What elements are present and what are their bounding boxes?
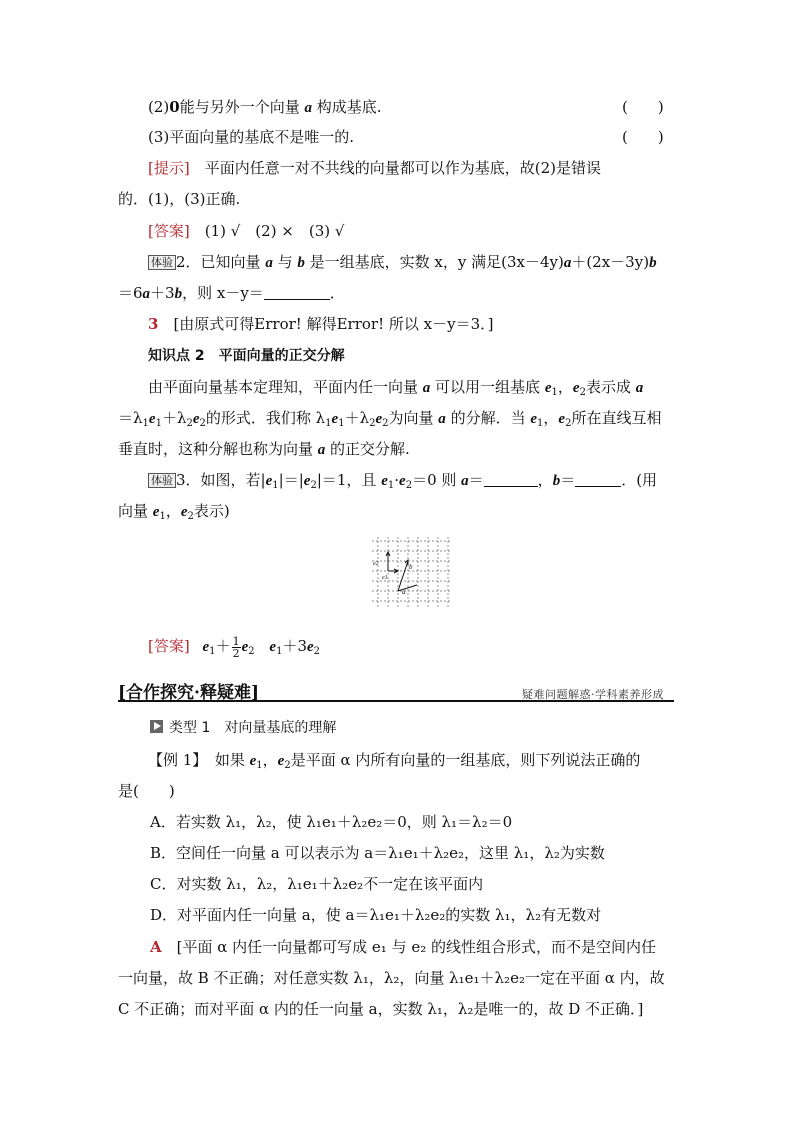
ex2-answer-value: 3 <box>148 315 159 333</box>
hint-text: 平面内任意一对不共线的向量都可以作为基底，故(2)是错误 <box>189 159 601 177</box>
sub: 2 <box>369 418 376 429</box>
type1-title: 类型 1 对向量基底的理解 <box>169 720 337 736</box>
vec-e: e <box>265 473 273 489</box>
vec-a: a <box>635 380 644 396</box>
sub: 1 <box>387 480 395 491</box>
example1-text: 如果 <box>199 751 250 769</box>
sub: 1 <box>276 646 283 657</box>
comma: ， <box>543 409 559 427</box>
vec-e: e <box>192 411 200 427</box>
k2-line1 <box>148 377 643 403</box>
sub: 2 <box>405 480 413 491</box>
label-b: b <box>409 563 413 571</box>
q2-number: (2) <box>148 98 170 116</box>
vec-e: e <box>152 504 160 520</box>
k2-plus: ＋λ <box>344 409 370 427</box>
label-e1: e1 <box>382 575 388 581</box>
vec-e: e <box>572 380 580 396</box>
vec-e: e <box>306 639 314 655</box>
vec-e: e <box>331 411 339 427</box>
grid-lines <box>372 537 450 607</box>
answer-blank[interactable] <box>264 285 330 300</box>
hint-line2: 的．(1)，(3)正确. <box>118 190 241 208</box>
ex3-line2 <box>118 501 230 527</box>
ex2-period: ． <box>329 284 345 302</box>
ex2-answer-text: [由原式可得Error! 解得Error! 所以 x－y＝3．] <box>158 315 494 333</box>
k2-text-i: 的正交分解. <box>325 440 410 458</box>
sub: 2 <box>579 387 586 398</box>
ex3-text-g: 表示) <box>193 502 230 520</box>
vec-a: a <box>317 442 326 458</box>
sub: 1 <box>537 418 544 429</box>
vec-e: e <box>558 411 566 427</box>
vec-b: b <box>552 473 561 489</box>
eq: ＝ <box>560 471 576 489</box>
solution-text-1: [平面 α 内任一向量都可写成 e₁ 与 e₂ 的线性组合形式，而不是空间内任 <box>161 938 657 956</box>
hint-line1 <box>148 158 601 178</box>
b-arrow <box>398 561 408 591</box>
q3-paren: ( ) <box>622 128 664 146</box>
k2-text-b: 可以用一组基底 <box>430 378 545 396</box>
section-divider <box>118 700 674 702</box>
sub: 2 <box>187 511 194 522</box>
k2-line2 <box>118 408 661 434</box>
vec-e: e <box>148 411 156 427</box>
section-title: [合作探究·释疑难] <box>118 683 260 703</box>
answer3-label: [答案] <box>148 637 190 655</box>
dot: · <box>394 471 400 489</box>
ex3-text-c: |＝1，且 <box>316 471 382 489</box>
vec-b: b <box>649 255 657 271</box>
ex2-answer <box>148 314 493 334</box>
answer1-line <box>148 221 344 241</box>
option-c[interactable]: C．对实数 λ₁，λ₂，λ₁e₁＋λ₂e₂不一定在该平面内 <box>150 875 484 893</box>
vec-a: a <box>142 286 151 302</box>
comma: ， <box>557 378 573 396</box>
ex2-and: 与 <box>272 253 298 271</box>
vec-e: e <box>277 753 285 769</box>
fraction-half <box>232 636 241 659</box>
k2-text-h: 垂直时，这种分解也称为向量 <box>118 440 318 458</box>
ex3-text-e: ．(用 <box>621 471 658 489</box>
vec-e: e <box>249 753 257 769</box>
solution-line1 <box>150 937 656 957</box>
comma: ， <box>537 471 553 489</box>
vec-a: a <box>461 473 469 489</box>
k2-line3 <box>118 439 410 460</box>
solution-line2: 一向量，故 B 不正确；对任意实数 λ₁，λ₂，向量 λ₁e₁＋λ₂e₂一定在平面 α 内，故 <box>118 969 665 987</box>
sub: 2 <box>565 418 572 429</box>
vec-e: e <box>202 639 210 655</box>
comma: ， <box>165 502 181 520</box>
sub: 1 <box>209 646 216 657</box>
k2-text-g: 所在直线互相 <box>571 409 662 427</box>
sub: 2 <box>284 760 291 771</box>
ex2-plus: ＋3 <box>150 284 175 302</box>
knowledge-title: 知识点 2 平面向量的正交分解 <box>148 348 345 364</box>
ex3-text-b: |＝| <box>278 471 304 489</box>
vec-e: e <box>180 504 188 520</box>
solution-line3: C 不正确；而对平面 α 内的任一向量 a，实数 λ₁，λ₂是唯一的，故 D 不正确．] <box>118 1000 644 1018</box>
vec-a: a <box>304 100 312 116</box>
k2-text-c: 表示成 <box>585 378 636 396</box>
sub: 2 <box>313 646 321 657</box>
ex3-text: 3．如图，若| <box>176 471 266 489</box>
answer1-text: (1) √ (2) × (3) √ <box>189 222 345 240</box>
option-d[interactable]: D．对平面内任一向量 a，使 a＝λ₁e₁＋λ₂e₂的实数 λ₁，λ₂有无数对 <box>150 906 602 924</box>
ex2-line1 <box>148 252 657 273</box>
vector-grid-figure <box>370 535 452 609</box>
vec-e: e <box>544 380 552 396</box>
example1-line1 <box>148 750 640 776</box>
answer-blank-a[interactable] <box>484 472 538 487</box>
sub: 1 <box>338 418 345 429</box>
k2-text-f: 的分解．当 <box>445 409 531 427</box>
answer-blank-b[interactable] <box>575 472 621 487</box>
zero-vector: 0 <box>169 98 180 116</box>
example1-label: 【例 1】 <box>148 751 200 769</box>
sub: 1 <box>159 511 166 522</box>
type1-heading <box>150 718 336 738</box>
comma: ， <box>262 751 278 769</box>
label-a: a <box>402 588 406 596</box>
ex2-line2 <box>118 283 345 304</box>
sub: 1 <box>142 418 149 429</box>
q2-text-end: 构成基底. <box>311 98 382 116</box>
vec-e: e <box>381 473 388 489</box>
vec-e: e <box>269 639 277 655</box>
vec-a: a <box>265 255 273 271</box>
vec-b: b <box>297 255 305 271</box>
play-triangle-icon <box>150 720 163 733</box>
vec-a: a <box>563 255 572 271</box>
option-b[interactable]: B．空间任一向量 a 可以表示为 a＝λ₁e₁＋λ₂e₂，这里 λ₁，λ₂为实数 <box>150 844 605 862</box>
section-subtitle: 疑难问题解惑·学科素养形成 <box>522 688 664 701</box>
ex2-eq: ＝6 <box>118 284 143 302</box>
plus: ＋ <box>215 637 231 655</box>
sub: 2 <box>310 480 317 491</box>
sub: 1 <box>551 387 558 398</box>
example1-text-b: 是平面 α 内所有向量的一组基底，则下列说法正确的 <box>290 751 641 769</box>
label-e2: e2 <box>373 561 379 567</box>
answer1-label: [答案] <box>148 222 190 240</box>
frac-den: 2 <box>232 646 240 660</box>
vec-e: e <box>399 473 406 489</box>
k2-text: 由平面向量基本定理知，平面内任一向量 <box>148 378 423 396</box>
hint-label: [提示] <box>148 159 190 177</box>
sub: 1 <box>325 418 332 429</box>
frac-num: 1 <box>232 634 240 648</box>
k2-plus: ＋λ <box>161 409 187 427</box>
ex2-text-c: ＋(2x－3y) <box>571 253 650 271</box>
sub: 1 <box>256 760 263 771</box>
k2-text-e: 为向量 <box>388 409 439 427</box>
plus-three: ＋3 <box>282 637 307 655</box>
ex2-text-b: 是一组基底，实数 x，y 满足(3x－4y) <box>304 253 564 271</box>
sub: 2 <box>186 418 193 429</box>
vec-a: a <box>438 411 446 427</box>
a-arrow <box>398 585 417 591</box>
eq: ＝ <box>468 471 484 489</box>
example1-line2: 是( ) <box>118 782 175 800</box>
vec-e: e <box>530 411 538 427</box>
ex3-text-d: ＝0 则 <box>412 471 462 489</box>
sub: 1 <box>155 418 162 429</box>
practice-badge: 体验 <box>148 473 176 488</box>
q3-line: (3)平面向量的基底不是唯一的. <box>148 128 355 146</box>
answer3-line <box>148 633 320 665</box>
ex3-line1 <box>148 470 657 496</box>
q2-line <box>148 97 382 118</box>
vec-e: e <box>375 411 383 427</box>
k2-text-d: 的形式．我们称 λ <box>205 409 326 427</box>
k2-eq: ＝λ <box>118 409 143 427</box>
sub: 2 <box>248 646 255 657</box>
vec-e: e <box>303 473 311 489</box>
ex2-text-d: ，则 x－y＝ <box>182 284 264 302</box>
option-a[interactable]: A．若实数 λ₁，λ₂，使 λ₁e₁＋λ₂e₂＝0，则 λ₁＝λ₂＝0 <box>150 813 513 831</box>
vec-b: b <box>174 286 183 302</box>
ex3-text-f: 向量 <box>118 502 153 520</box>
solution-answer: A <box>150 938 162 956</box>
sub: 1 <box>272 480 279 491</box>
q2-paren: ( ) <box>622 98 664 116</box>
sub: 2 <box>382 418 389 429</box>
q2-text: 能与另外一个向量 <box>179 98 305 116</box>
sub: 2 <box>199 418 206 429</box>
ex2-text: 2．已知向量 <box>176 253 266 271</box>
vec-a: a <box>422 380 431 396</box>
vec-e: e <box>241 639 249 655</box>
practice-badge: 体验 <box>148 255 176 270</box>
